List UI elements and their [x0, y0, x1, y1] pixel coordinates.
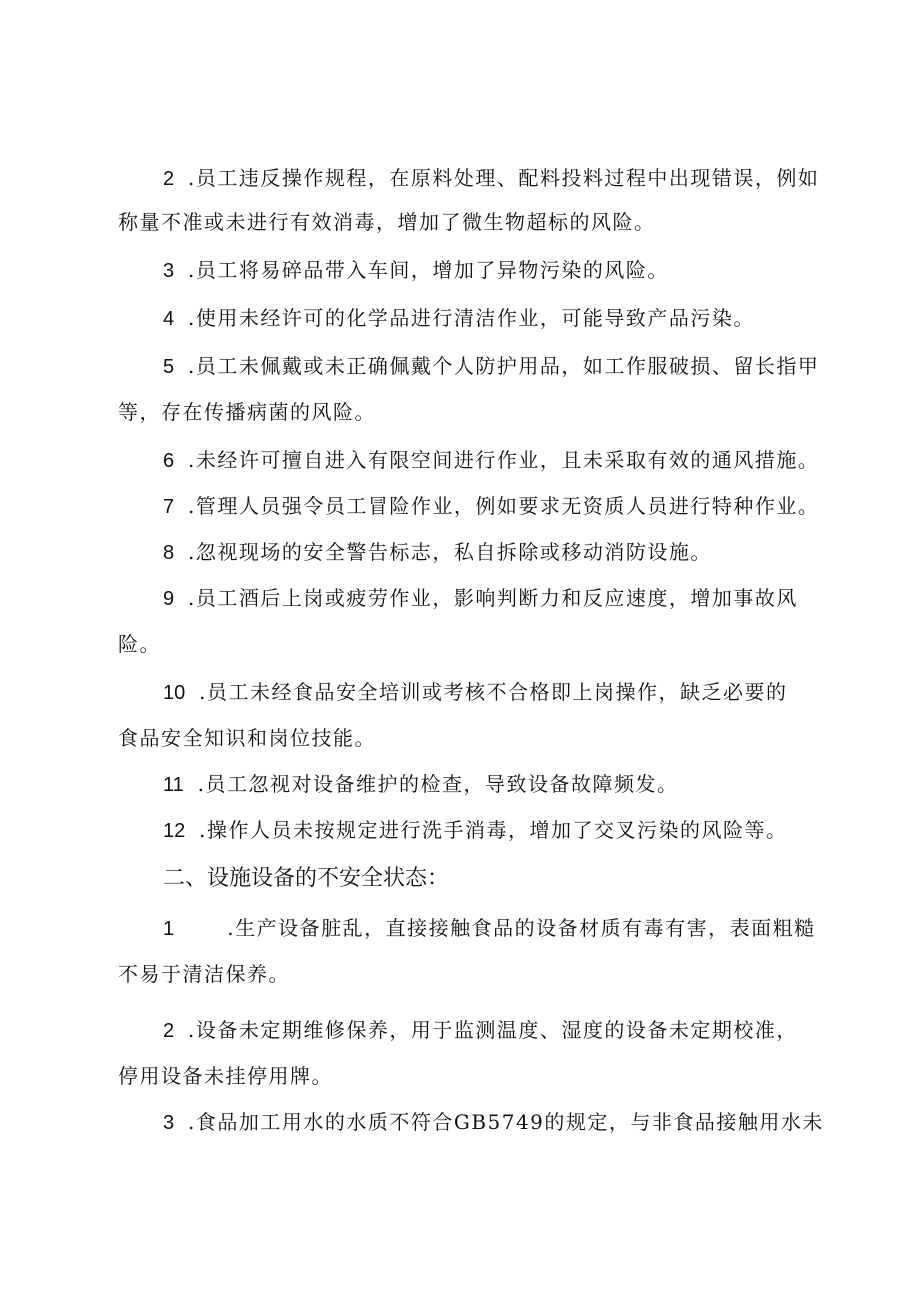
item-text: .食品加工用水的水质不符合GB5749的规定，与非食品接触用水未 [180, 1110, 824, 1134]
item-text: .操作人员未按规定进行洗手消毒，增加了交叉污染的风险等。 [191, 818, 788, 842]
item-text: .员工将易碎品带入车间，增加了异物污染的风险。 [180, 258, 669, 282]
item-number: 3 [163, 260, 175, 282]
item-text: .员工忽视对设备维护的检查，导致设备故障频发。 [189, 772, 679, 796]
item-number: 8 [163, 542, 175, 564]
list-item-3 [163, 256, 823, 285]
list-item-9-continuation: 险。 [118, 632, 161, 656]
list-item-2 [163, 164, 823, 193]
item-text: .员工未佩戴或未正确佩戴个人防护用品，如工作服破损、留长指甲 [180, 354, 820, 378]
item-text: .管理人员强令员工冒险作业，例如要求无资质人员进行特种作业。 [180, 494, 820, 518]
item-text: .设备未定期维修保养，用于监测温度、湿度的设备未定期校准， [180, 1018, 798, 1042]
list-item-s2-2-continuation: 停用设备未挂停用牌。 [118, 1064, 333, 1088]
list-item-10 [163, 678, 823, 707]
list-item-7 [163, 492, 823, 521]
list-item-6 [163, 446, 823, 475]
list-item-11 [163, 770, 823, 799]
section-heading: 二、设施设备的不安全状态： [163, 866, 450, 891]
item-number: 11 [163, 774, 184, 796]
item-number: 2 [163, 168, 175, 190]
item-text: .未经许可擅自进入有限空间进行作业，且未采取有效的通风措施。 [180, 448, 820, 472]
list-item-10-continuation: 食品安全知识和岗位技能。 [118, 726, 376, 750]
item-text: .忽视现场的安全警告标志，私自拆除或移动消防设施。 [180, 540, 712, 564]
item-number: 6 [163, 450, 175, 472]
item-number: 10 [163, 682, 186, 704]
item-number: 3 [163, 1112, 175, 1134]
item-text: .生产设备脏乱，直接接触食品的设备材质有毒有害，表面粗糙 [180, 916, 816, 940]
list-item-9 [163, 584, 823, 613]
item-number: 9 [163, 588, 175, 610]
item-number: 7 [163, 496, 175, 518]
list-item-s2-3 [163, 1108, 823, 1137]
item-text: .员工违反操作规程，在原料处理、配料投料过程中出现错误，例如 [180, 166, 820, 190]
list-item-2-continuation: 称量不准或未进行有效消毒，增加了微生物超标的风险。 [118, 210, 656, 234]
list-item-s2-1 [163, 914, 823, 943]
item-number: 1 [163, 918, 175, 940]
item-number: 4 [163, 308, 175, 330]
list-item-5 [163, 352, 823, 381]
list-item-s2-1-continuation: 不易于清洁保养。 [118, 962, 290, 986]
item-number: 5 [163, 356, 175, 378]
list-item-8 [163, 538, 823, 567]
list-item-5-continuation: 等，存在传播病菌的风险。 [118, 400, 376, 424]
item-number: 12 [163, 820, 186, 842]
list-item-12 [163, 816, 823, 845]
list-item-s2-2 [163, 1016, 823, 1045]
item-text: .员工未经食品安全培训或考核不合格即上岗操作，缺乏必要的 [191, 680, 788, 704]
item-text: .员工酒后上岗或疲劳作业，影响判断力和反应速度，增加事故风 [180, 586, 798, 610]
item-number: 2 [163, 1020, 175, 1042]
item-text: .使用未经许可的化学品进行清洁作业，可能导致产品污染。 [180, 306, 755, 330]
list-item-4 [163, 304, 823, 333]
